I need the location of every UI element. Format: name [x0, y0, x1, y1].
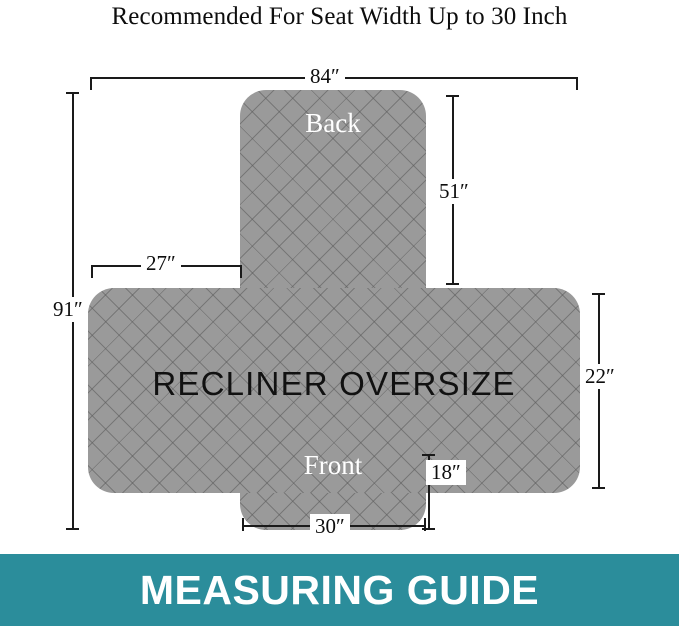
dim-label-back-height: 51″ [434, 179, 474, 204]
dim-tick-seat-right [424, 518, 426, 531]
dim-tick-top-right [576, 77, 578, 90]
recliner-dimension-diagram [0, 40, 679, 545]
dim-tick-total-bottom [66, 528, 79, 530]
dim-label-arm-height: 22″ [580, 364, 620, 389]
dim-tick-skirt-top [422, 454, 435, 456]
product-label: RECLINER OVERSIZE [152, 365, 516, 402]
dim-line-arm-height [598, 293, 600, 489]
dim-tick-back-top [446, 95, 459, 97]
back-label: Back [305, 108, 361, 138]
footer-label: MEASURING GUIDE [139, 566, 540, 613]
dim-tick-arm-right [240, 265, 242, 278]
dim-tick-total-top [66, 92, 79, 94]
dim-tick-back-bottom [446, 283, 459, 285]
dim-tick-armh-bottom [592, 487, 605, 489]
front-label: Front [303, 450, 363, 480]
dim-label-front-skirt: 18″ [426, 460, 466, 485]
dim-label-seat-width: 30″ [310, 514, 350, 539]
dim-label-total-height: 91″ [48, 297, 88, 322]
dim-tick-armh-top [592, 293, 605, 295]
page-title: Recommended For Seat Width Up to 30 Inch [111, 3, 568, 30]
footer-band [0, 554, 679, 626]
dim-tick-arm-left [91, 265, 93, 278]
dim-label-left-arm-width: 27″ [141, 251, 181, 276]
dim-label-top-width: 84″ [305, 64, 345, 89]
dim-tick-seat-left [242, 518, 244, 531]
dim-tick-top-left [90, 77, 92, 90]
